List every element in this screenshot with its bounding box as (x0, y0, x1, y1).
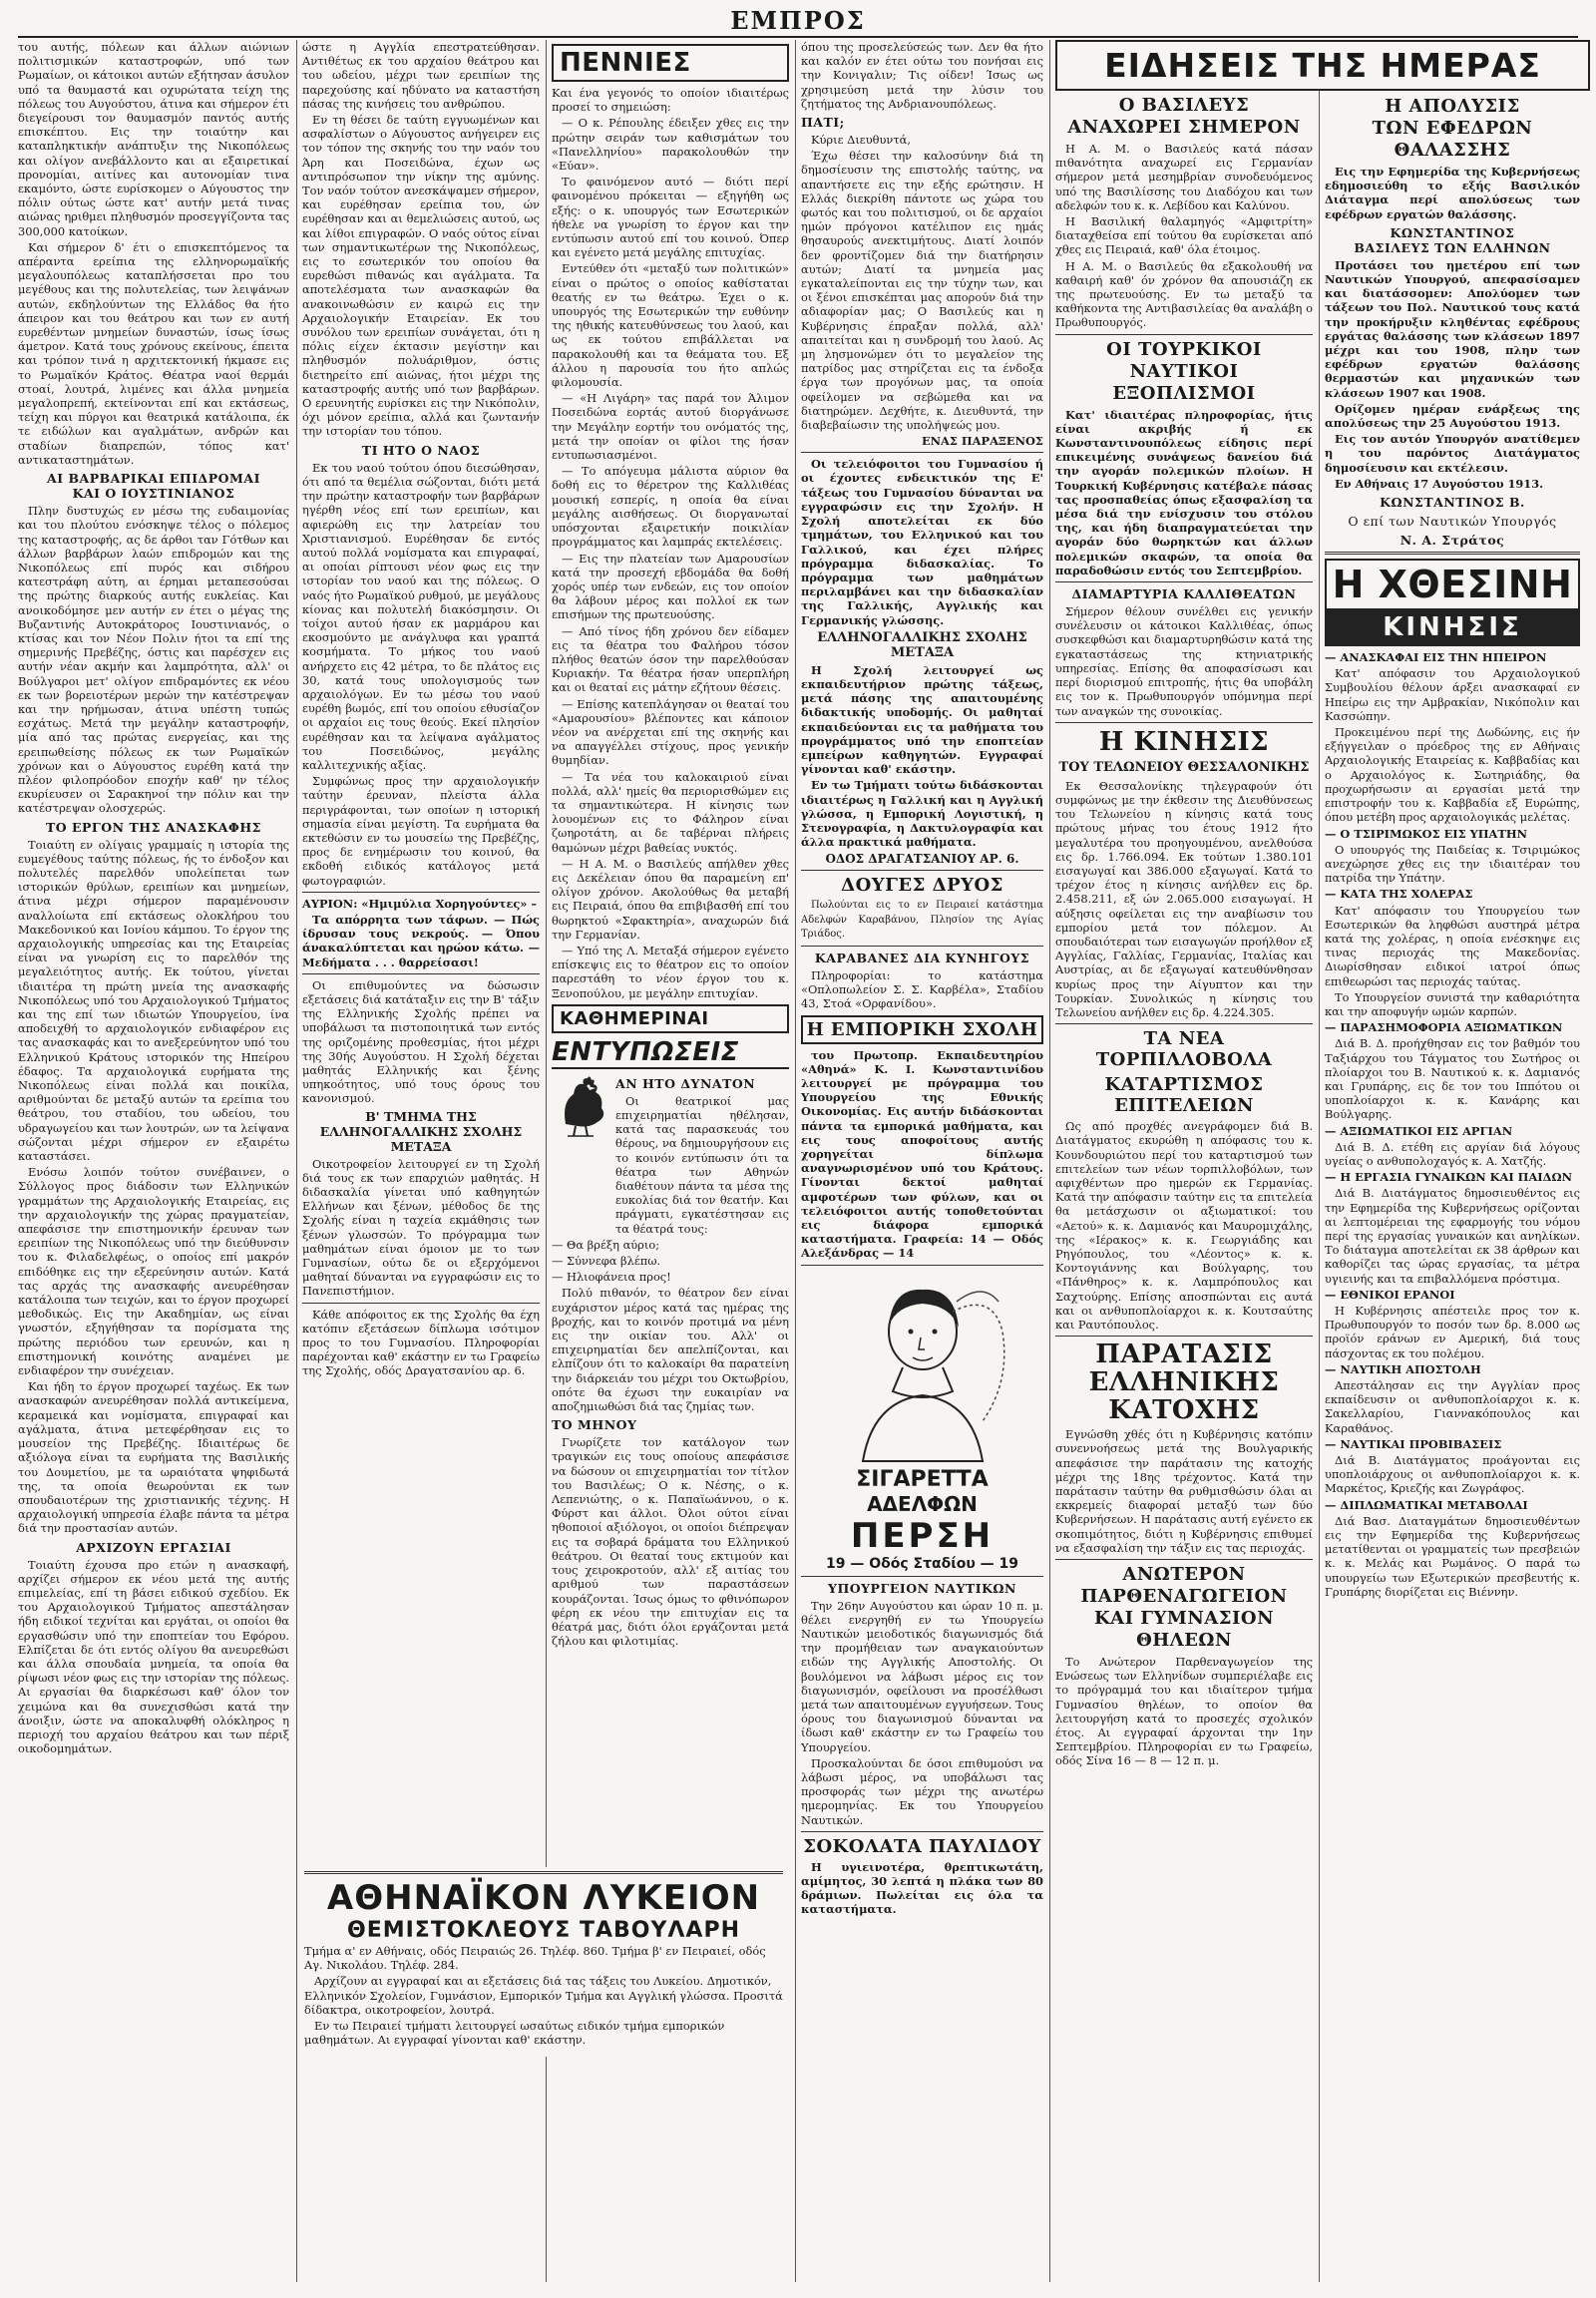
divider (302, 892, 540, 893)
divider (302, 973, 540, 974)
ad-text: Πληροφορίαι: το κατάστημα «Οπλοπωλείον Σ. Σ. Καρβέλα», Σταδίου 43, Στοά «Ορφανίδου». (801, 967, 1043, 1011)
article-text: Διά Β. Δ. ετέθη εις αργίαν διά λόγους υγείας ο ανθυπολοχαγός κ. Α. Χατζής. (1325, 1139, 1580, 1168)
article-text: Κάθε απόφοιτος εκ της Σχολής θα έχη κατόπιν εξετάσεων δίπλωμα ισότιμον προς το του Γυμνασίου. Πληροφορίαι παρέχονται καθ' εκάστην εν τω Γραφείω της Σχολής, οδός Δραγατσανίου αρ. 6. (302, 1307, 540, 1378)
list-item: — Θα βρέξη αύριο; (552, 1237, 660, 1252)
ad-text: Πωλούνται εις το εν Πειραιεί κατάστημα Αδελφών Καραβάνου, Πλησίον της Αγίας Τριάδος. (801, 900, 1043, 940)
article-text: Οικοτροφείον λειτουργεί εν τη Σχολή διά τους εκ των επαρχιών μαθητάς. Η διδασκαλία γίνεται υπό καθηγητών Ελλήνων και ξένων, μέθοδος δε της Σχολής είναι η ταχεία εκμάθησις των ξένων γλωσσών. Το πρόγραμμα των μαθημάτων είναι όμοιον με το των Γυμνασίων, ούτω δε οι εξερχόμενοι μαθηταί δύνανται να εγγραφώσιν εις το Πανεπιστήμιον. (302, 1156, 540, 1299)
column-1 (18, 40, 289, 2282)
article-text: — Επίσης κατεπλάγησαν οι θεαταί του «Αμαρουσίου» βλέποντες και κάποιον νέον να ανέρχεται επί της σκηνής και να απαγγέλλει στίχους, προς γενικήν θυμηδίαν. (552, 696, 789, 768)
article-text: Ως από προχθές ανεγράφομεν διά Β. Διατάγματος εκυρώθη η απόφασις του κ. Κουνδουριώτου περί του καταρτισμού των επιτελείων των νέων τορπιλλοβόλων, των αφιχθέντων προ ημερών εκ Γερμανίας. Κατά την απόφασιν ταύτην εις τα επιτελεία θα μετάσχωσιν οι αξιωματικοί: του «Αετού» κ. κ. Δαμιανός και Μαυρομιχάλης, της «Ιέρακος» κ. κ. Γεωργιάδης και Ρηγόπουλος, του «Λέοντος» κ. κ. Κοντογιάννης και Βούλγαρης, του «Πάνθηρος» κ. κ. Λαμπρόπουλος και Σαχτούρης. Επίσης αποσπώνται εις αυτά και οι ανθυποπλοίαρχοι κ. κ. Κουτσαύτης και Ραυτόπουλος. (1055, 1119, 1313, 1332)
cigarette-ad-top: ΣΙΓΑΡΕΤΤΑ (856, 1466, 989, 1492)
article-text: — Η Α. Μ. ο Βασιλεύς απήλθεν χθες εις Δεκέλειαν όπου θα παραμείνη επ' ολίγον χρόνον. Ακολούθως θα μεταβή εις Πειραιά, όπου θα επιβιβασθή επί του θωρηκτού «Σφακτηρία», αναχωρών διά την Γερμανίαν. (552, 856, 789, 942)
column-4 (801, 40, 1043, 2282)
article-text: Εκ του ναού τούτου όπου διεσώθησαν, ότι από τα θεμέλια σώζονται, διότι μετά την πρώτην καταστροφήν των βαρβάρων ηγέρθη νέος επί των ερειπίων, και αφιερώθη εις την λατρείαν του Χριστιανισμού. Ευρέθησαν δε εντός αυτού πολλά νομίσματα και επιγραφαί, αι οποίαι ρίπτουσι νέον φως εις την ιστορίαν του ναού και της πόλεως. Ο ναός ήτο Ρωμαϊκού ρυθμού, με μεγάλους κίονας και πολυτελή διακόσμησιν. Οι τοίχοι αυτού ήσαν εκ μαρμάρου και εκοσμούντο με ανάγλυφα και γραπτά κοσμήματα. Το μήκος του ναού ανήρχετο εις 42 μέτρα, το δε πλάτος εις 30, κατά τους υπολογισμούς των αρχαιολόγων. Εν τω μέσω του ναού ευρέθη βωμός, επί του οποίου εθυσίαζον οι αρχαίοι εις τους θεούς. Εκεί πλησίον ευρέθησαν και τα λείψανα αγάλματος του Ποσειδώνος, μεγάλης καλλιτεχνικής αξίας. (302, 460, 540, 772)
cigarette-ad-middle: ΑΔΕΛΦΩΝ (867, 1491, 978, 1516)
article-text: Οι επιθυμούντες να δώσωσιν εξετάσεις διά κατάταξιν εις την Β' τάξιν της Ελληνικής Σχολής πρέπει να υποβάλωσι τα πιστοποιητικά των εντός της οριζομένης προθεσμίας, ήτοι μέχρι της 30ής Αυγούστου. Η Σχολή δέχεται μαθητάς Ελληνικής και ξένης υπηκοότητος, υπό τους όρους του κανονισμού. (302, 977, 540, 1106)
article-text: — Ο κ. Ρέπουλης έδειξεν χθες εις την πρώτην σειράν των καθισμάτων του «Πανελληνίου» παρακολουθών την «Εύαν». (552, 116, 789, 174)
article-text: Συμφώνως προς την αρχαιολογικήν ταύτην έρευναν, πλείστα άλλα περιγράφονται, των οποίων η ιστορική σημασία είναι μεγίστη. Τα ευρήματα θα εκτεθώσιν εν τω μουσείω της Πρεβέζης, προς δε ενημέρωσιν του κοινού, θα εκδοθή ειδικός κατάλογος μετά φωτογραφιών. (302, 774, 540, 888)
article-text: Οι τελειόφοιτοι του Γυμνασίου ή οι έχοντες ενδεικτικόν της Ε' τάξεως του Γυμνασίου δύνανται να εγγραφώσιν εις την Σχολήν. Η Σχολή αποτελείται εκ δύο τμημάτων, του Ελληνικού και του Γαλλικού, και έχει πλήρες πρόγραμμα διδασκαλίας. Το πρόγραμμα των μαθημάτων περιλαμβάνει και την διδασκαλίαν της Γαλλικής, Αγγλικής και Γερμανικής γλώσσης. (801, 457, 1043, 627)
letter-signature: ΕΝΑΣ ΠΑΡΑΞΕΝΟΣ (921, 434, 1043, 449)
article-text: ώστε η Αγγλία επεστρατεύθησαν. Αντιθέτως εκ του αρχαίου θεάτρου και του ωδείου, μέχρι των ερειπίων της παρεχούσης καί ηδύνατο να καταστήση πάσας της κινήσεις του ανθρώπου. (302, 40, 540, 111)
column-rule (1049, 40, 1050, 2282)
kathimerinai-heading: ΚΑΘΗΜΕΡΙΝΑΙ (552, 1004, 789, 1033)
news-subheading: — ΑΞΙΩΜΑΤΙΚΟΙ ΕΙΣ ΑΡΓΙΑΝ (1325, 1123, 1513, 1138)
article-text: Και ήδη το έργον προχωρεί ταχέως. Εκ των ανασκαφών ανευρέθησαν πολλά αντικείμενα, κεραμεικά και νομίσματα, επιγραφαί και αγάλματα, άτινα μετεφέρθησαν εις το μουσείον της Πρεβέζης. Ιδιαιτέρως δε αξιόλογα είναι τα ευρήματα της Βασιλικής του Δουμετίου, με τα ωραιότατα ψηφιδωτά της, τα οποία θεωρούνται εκ των σπουδαιοτέρων της χριστιανικής τέχνης. Η αρχαιολογική υπηρεσία έλαβε πάντα τα μέτρα διά την προστασίαν αυτών. (18, 1379, 289, 1536)
ad-text: Η υγιεινοτέρα, θρεπτικωτάτη, αμίμητος, 30 λεπτά η πλάκα των 80 δράμιων. Πωλείται εις όλα τα καταστήματα. (801, 1859, 1043, 1917)
article-text: Εντεύθεν ότι «μεταξύ των πολιτικών» είναι ο πρώτος ο οποίος καθίσταται θεατής εν τω θεάτρω. Έχει ο κ. υπουργός της Εσωτερικών την ευθύνην της ηθικής κατευθύνσεως του λαού, και ως εκ τούτου επιβάλλεται να παρακολουθή και τα θεάματα του. Εξ άλλου η παρουσία του ήτο απλώς φιλομουσία. (552, 261, 789, 390)
article-text: όπου της προσελεύσεώς των. Δεν θα ήτο και καλόν εν έτει ούτω του πονήσαι εις την Κονιγαλιν; Τις οίδεν! Ίσως ως χρησιμεύση μετά την λύσιν του ζητήματος της Ανδριανουπόλεως. (801, 40, 1043, 111)
letter-salutation: Κύριε Διευθυντά, (811, 133, 911, 148)
article-text: Διά Β. Δ. προήχθησαν εις τον βαθμόν του Ταξιάρχου του Τάγματος του Σωτήρος οι πλοίαρχοι του Β. Ναυτικού κ. κ. Δαμιανός και Γρυπάρης, εις δε τον του Ιππότου οι υποπλοίαρχοι κ. κ. Κανάρης και Βούλγαρης. (1325, 1036, 1580, 1122)
divider (302, 1303, 540, 1304)
article-text: Το Ανώτερον Παρθεναγωγείον της Ενώσεως των Ελληνίδων συμπεριέλαβε εις το πρόγραμμά του και ιδιαίτερον τμήμα Γυμνασίου θηλέων, το οποίον θα λειτουργήση κατά το προσεχές σχολικόν έτος. Αι εγγραφαί άρχονται την 1ην Σεπτεμβρίου. Πληροφορίαι εν τω Γραφείω, οδός Σίνα 16 — 8 — 12 π. μ. (1055, 1655, 1313, 1768)
article-text: — Εις την πλατείαν των Αμαρουσίων κατά την προσεχή εβδομάδα θα δοθή χορός υπέρ των ενδεών, εις τον οποίον θα λάβουν μέρος και πολλοί εκ των επισήμων της πρωτευούσης. (552, 551, 789, 622)
column-rule (795, 40, 796, 2282)
movement-heading: ΚΙΝΗΣΙΣ (1325, 608, 1580, 646)
divider (801, 1576, 1043, 1577)
article-text: Το Υπουργείον συνιστά την καθαριότητα και την αποφυγήν ωμών καρπών. (1325, 989, 1580, 1018)
article-text: — Τα νέα του καλοκαιριού είναι πολλά, αλλ' ημείς θα περιορισθώμεν εις τα σημαντικώτερα. Η κίνησις των λουομένων εις το Φάληρον είναι ζωηροτάτη, αι δε ταβέρναι πλήρεις θαμώνων μέχρι βαθείας νυκτός. (552, 769, 789, 855)
ad-title: ΑΥΡΙΟΝ: «Ημιμύλια Χορηγούντες» – (302, 896, 538, 911)
section-heading: ΤΙ ΗΤΟ Ο ΝΑΟΣ (361, 442, 481, 458)
masthead-title: ΕΜΠΡΟΣ (730, 6, 866, 35)
lyceum-subtitle: ΘΕΜΙΣΤΟΚΛΕΟΥΣ ΤΑΒΟΥΛΑΡΗ (347, 1918, 740, 1943)
article-text: Πλην δυστυχώς εν μέσω της ευδαιμονίας και του πλούτου ενόσκηψε τέλος ο πόλεμος της καταστροφής, ας δε άρθοι ταν Γότθων και άλλων βαρβάρων λαών επιδρομών και της Νικοπόλεως επί πυρός και σιδήρου κατεστράφη αύτη, αι έρημαι μεταπεσούσαι της πρώτης διαρκούς αυτής ευκλείας. Και ανοικοδόμησε μεν αυτήν εν έτει ο μέγας της Βυζαντινής Αυτοκράτορος Ιουστινιανός, ο κτίσας και τον Νέον Πολιν ήτοι τα επί της σημερινής Πρεβέζης, όστις και παρέσχεν εις αυτήν νέαν ακμήν και λαμπρότητα, αλλ' οι Βούλγαροι μετ' ολίγον επιδραμόντες εκ νέου εκ των βορειοτέρων μερών την κατέστρεψαν και την ηρήμωσαν, άτινα υπέστη τυπώς εσχάτως. Μετά την μεγάλην καταστροφήν, μία από τας πρώτας ενεργείας, και της ερειπωθείσης πόλεως εκ των Ρωμαϊκών χρόνων και ο Αύγουστος ευρέθη κατά την πλέον φιλοπρόοδον εποχήν καθ' ην τέλος εκυρίευσεν οι Σαρακηνοί την πόλιν και την κατέστρεψαν ολοσχερώς. (18, 504, 289, 816)
address-line: ΟΔΟΣ ΔΡΑΓΑΤΣΑΝΙΟΥ ΑΡ. 6. (825, 852, 1019, 867)
list-item: — Ηλιοφάνεια προς! (552, 1270, 671, 1285)
divider (801, 946, 1043, 947)
column-rule (296, 40, 297, 2282)
column-3 (552, 40, 789, 2053)
cigarette-ad-address: 19 — Οδός Σταδίου — 19 (825, 1555, 1019, 1572)
ad-heading: ΔΟΥΓΕΣ ΔΡΥΟΣ (841, 875, 1003, 897)
decree-king: ΚΩΝΣΤΑΝΤΙΝΟΣ ΒΑΣΙΛΕΥΣ ΤΩΝ ΕΛΛΗΝΩΝ (1354, 224, 1551, 255)
section-heading: Η ΚΙΝΗΣΙΣ (1098, 726, 1270, 757)
article-text: — «Η Λιγάρη» τας παρά τον Άλιμον Ποσειδώνα εορτάς αυτού διοργάνωσε την Μεγάλην εορτήν του ονόματός της, μετά την οποίαν οι φίλοι της ήσαν εντυπωσιασμένοι. (552, 391, 789, 463)
article-text: Γνωρίζετε τον κατάλογον των τραγικών εις τους οποίους απεφάσισε να δώσουν οι επιχειρηματίαι τον τίτλον του Βασιλέως; Ο κ. Νέσης, ο κ. Λεπενιώτης, ο κ. Παπαϊωάννου, ο κ. Φύρστ και άλλοι. Όλοι ούτοι είναι ηθοποιοί αξιόλογοι, οι οποίοι διέπρεψαν εις τα σοβαρά δράματα του Ελληνικού θεάτρου. Οι θεαταί τους εκτιμούν και τους χειροκροτούν, αλλ' εξ αιτίας του αριθμού των παραστάσεων κουράζονται. Ίσως όμως το φθινόπωρον φέρη εκ νέου την επιτυχίαν εις τα θέατρά μας, διότι όλοι εργάζονται μετά ζήλου και φιλοτιμίας. (552, 1435, 789, 1649)
lyceum-advertisement (304, 1867, 783, 2057)
decree-minister-name: Ν. Α. Στράτος (1399, 533, 1505, 549)
article-text: Η Σχολή λειτουργεί ως εκπαιδευτήριον πρώτης τάξεως, μετά πάσης της απαιτουμένης διδακτικής υποδομής. Οι μαθηταί εκπαιδεύονται εις τα μαθήματα του προγράμματος υπό την εποπτείαν εμπείρων καθηγητών. Εγγραφαί γίνονται καθ' εκάστην. (801, 662, 1043, 777)
article-text: Πολύ πιθανόν, το θέατρον δεν είναι ευχάριστον μέρος κατά τας ημέρας της βροχής, και το κοινόν προτιμά να μένη εις την οικίαν του. Αλλ' οι επιχειρηματίαι δεν απελπίζονται, και ελπίζουν ότι το καλοκαίρι θα παρατείνη την διάρκειάν του μέχρι του Οκτωβρίου, οπότε θα έχωσι την ευκαιρίαν να αποζημιωθώσι διά τας ζημίας των. (552, 1286, 789, 1414)
school-title: ΕΛΛΗΝΟΓΑΛΛΙΚΗΣ ΣΧΟΛΗΣ ΜΕΤΑΞΑ (817, 629, 1027, 660)
article-text: Η Α. Μ. ο Βασιλεύς κατά πάσαν πιθανότητα αναχωρεί εις Γερμανίαν σήμερον μετά μεσημβρίαν συνοδευόμενος υπό της Βασιλίσσης του Διαδόχου και των αδελφών του κ. κ. Λεβίδου και Καλύνου. (1055, 142, 1313, 212)
letter-heading: ΠΑΤΙ; (801, 115, 845, 131)
article-text: Το φαινόμενον αυτό — διότι περί φαινομένου πρόκειται — εξηγήθη ως εξής: ο κ. υπουργός των Εσωτερικών ήθελε να γνωρίση το έργον και την εντύπωσιν αυτού επί του κοινού. Όπερ και εγένετο μετά μεγάλης επιτυχίας. (552, 175, 789, 260)
article-text: Εγνώσθη χθές ότι η Κυβέρνησις κατόπιν συνεννοήσεως μετά της Βουλγαρικής απεφάσισε την παράτασιν της κατοχής μέχρι της 18ης τρέχοντος. Κατά την παράτασιν ταύτην θα ρυθμισθώσιν όλαι αι εκκρεμείς διαφοραί μεταξύ των δύο Κυβερνήσεων. Η παράτασις αυτή εγένετο εκ σκοπιμότητος, διότι η Κυβέρνησις επιθυμεί να εξασφαλίση την τάξιν εις τας περιοχάς. (1055, 1427, 1313, 1555)
article-text: Κατ' ιδιαιτέρας πληροφορίας, ήτις είναι ακριβής ή εκ Κωνσταντινουπόλεως είδησις περί επικειμένης συνάψεως δανείου διά την αγοράν πολεμικών πλοίων. Η Τουρκική Κυβέρνησις κατέβαλε πάσας τας προσπαθείας όπως εξασφαλίση τα μέσα διά την ενίσχυσιν του στόλου της, και ήδη διαπραγματεύεται την αγοράν δύο θωρηκτών και άλλων πολεμικών σκαφών, τα οποία θα παραδοθώσιν εντός του Σεπτεμβρίου. (1055, 407, 1313, 577)
article-text: Και ένα γεγονός το οποίον ιδιαιτέρως προσεί το σημειώση: (552, 86, 789, 115)
divider (1055, 1023, 1313, 1024)
section-heading: ΔΙΑΜΑΡΤΥΡΙΑ ΚΑΛΛΙΘΕΑΤΩΝ (1071, 586, 1297, 602)
article-text: Εν Αθήναις 17 Αυγούστου 1913. (1335, 476, 1544, 491)
article-text: Η Βασιλική θαλαμηγός «Αμφιτρίτη» διαταχθείσα επί τούτου θα ευρίσκεται από χθες εις Πειραιά, καθ' όλα έτοιμος. (1055, 214, 1313, 257)
article-text: Διά Β. Διατάγματος προάγονται εις υποπλοιάρχους οι ανθυποπλοίαρχοι κ. κ. Μαρκέτος, Κριεζής και Ζωγράφος. (1325, 1453, 1580, 1496)
news-of-the-day-banner: ΕΙΔΗΣΕΙΣ ΤΗΣ ΗΜΕΡΑΣ (1055, 40, 1590, 91)
lyceum-text: Τμήμα α' εν Αθήναις, οδός Πειραιώς 26. Τηλέφ. 860. Τμήμα β' εν Πειραιεί, οδός Αγ. Νικολάου. Τηλέφ. 284. (304, 1944, 766, 1973)
news-subheading: — ΝΑΥΤΙΚΗ ΑΠΟΣΤΟΛΗ (1325, 1361, 1481, 1376)
column-rule (1319, 40, 1320, 2282)
article-text: Εν τη θέσει δε ταύτη εγγυωμένων και ασφαλίστων ο Αύγουστος ανήγειρεν εις τον τόπον της σκηνής του την ναόν του Άρη και Ποσειδώνα, έχων ως αντιπρόσωπον την νίκην της αμύνης. Τον ναόν τούτον ανεσκάψαμεν σήμερον, και ευρέθησαν ερείπια του, ών ευρέθησαν και αι θεμελιώσεις αυτού, ως και λίθοι επιγραφών. Ο ναός ούτος είναι των σημαντικωτέρων της Νικοπόλεως, εις το εσωτερικόν του οποίου θα ευρεθώσι πιθανώς και αγάλματα. Τα αποτελέσματα των ανασκαφών θα ανακοινωθώσιν εν καιρώ εις την Αρχαιολογικήν Εταιρείαν. Εκ του συνόλου των ερειπίων συνάγεται, ότι η πόλις είχεν έκτασιν μεγίστην και πληθυσμόν πολυάριθμον, όστις διετηρείτο επί αιώνας, ήτοι μέχρι της καταστροφής αυτής υπό των βαρβάρων. Ο ερευνητής ευρίσκει εις την Νικόπολιν, όχι μόνον ερείπια, αλλά και ζωντανήν την ιστορίαν του τόπου. (302, 113, 540, 439)
list-item: — Σύννεφα βλέπω. (552, 1254, 661, 1269)
article-text: Κατ' απόφασιν του Αρχαιολογικού Συμβουλίου θέλουν άρξει ανασκαφαί εν Ηπείρω εις την Αμβρακίαν, Νικόπολιν και Κασσώπην. (1325, 666, 1580, 723)
article-text: Έχω θέσει την καλοσύνην διά τη δημοσίευσιν της επιστολής ταύτης, να απαντήσετε εις την εξής ερώτησιν. Η Ελλάς διεκρίθη πάντοτε ως χώρα του φωτός και του πολιτισμού, οι δε αρχαίοι ημών πρόγονοι κατέλιπον εις ημάς θησαυρούς ανεκτιμήτους. Διατί λοιπόν δεν φροντίζομεν διά την διατήρησιν αυτών; Διατί τα μνημεία μας εγκαταλείπονται εις την τύχην των, και οι ξένοι επισκέπται μας απορούν διά την αδιαφορίαν μας; Ο Βασιλεύς και η Κυβέρνησις έπραξαν πολλά, αλλ' απαιτείται και η συνδρομή του λαού. Ας μη λησμονώμεν ότι το μεγαλείον της πατρίδος μας στηρίζεται εις τα ένδοξα έργα των προγόνων μας, τα οποία οφείλομεν να σεβώμεθα και να διατηρώμεν. Δεχθήτε, κ. Διευθυντά, την διαβεβαίωσιν της υπολήψεώς μου. (801, 149, 1043, 433)
article-text: Τοιαύτη έχουσα προ ετών η ανασκαφή, αρχίζει σήμερον εκ νέου μετά της αυτής επιμελείας, επί τη βάσει ειδικού σχεδίου. Εκ του Αρχαιολογικού Τμήματος απεστάλησαν ήδη ειδικοί τεχνίται και εργάται, οι οποίοι θα εργασθώσιν υπό την εποπτείαν του Εφόρου. Ελπίζεται δε ότι εντός ολίγου θα ανευρεθώσι και άλλα σπουδαία μνημεία, τα οποία θα ρίψωσι νέον φως εις την ιστορίαν της πόλεως. Αι εργασίαι θα διαρκέσωσι καθ' όλον τον χειμώνα και θα συνεχισθώσι κατά την άνοιξιν, ώστε να αποκαλυφθή ολόκληρος η περιοχή του αρχαίου θεάτρου και των πέριξ οικοδομημάτων. (18, 1557, 289, 1756)
divider (801, 1265, 1043, 1266)
column-6 (1325, 92, 1580, 2282)
lyceum-text: Αρχίζουν αι εγγραφαί και αι εξετάσεις διά τας τάξεις του Λυκείου. Δημοτικόν, Ελληνικόν Σχολείον, Γυμνάσιον, Εμπορικόν Τμήμα και Αγγλική γλώσσα. Προσιτά δίδακτρα, οικοτροφείον, λουτρά. (304, 1974, 783, 2017)
cigarette-ad-brand: ΠΕΡΣΗ (850, 1515, 995, 1556)
section-heading: ΟΙ ΤΟΥΡΚΙΚΟΙ ΝΑΥΤΙΚΟΙ ΕΞΟΠΛΙΣΜΟΙ (1106, 338, 1262, 404)
divider (1055, 334, 1313, 335)
section-heading: ΑΝ ΗΤΟ ΔΥΝΑΤΟΝ (615, 1075, 756, 1091)
section-heading: ΑΡΧΙΖΟΥΝ ΕΡΓΑΣΙΑΙ (76, 1539, 231, 1555)
ad-text: Τα απόρρητα των τάφων. — Πώς ίδρυσαν τους νεκρούς. — Όπου άνακαλύπτεται και ηρώον κάτω. — Μεδήματα . . . θαρρείσασι! (302, 912, 540, 969)
news-subheading: — ΑΝΑΣΚΑΦΑΙ ΕΙΣ ΤΗΝ ΗΠΕΙΡΟΝ (1325, 650, 1547, 665)
article-text: Απεστάλησαν εις την Αγγλίαν προς εκπαίδευσιν οι ανθυποπλοίαρχοι κ. κ. Σακελλαρίου, Γιαννακόπουλος και Καραθάνος. (1325, 1378, 1580, 1435)
entyposeis-heading: ΕΝΤΥΠΩΣΕΙΣ (552, 1037, 789, 1069)
section-heading: Ο ΒΑΣΙΛΕΥΣ ΑΝΑΧΩΡΕΙ ΣΗΜΕΡΟΝ (1067, 95, 1301, 138)
decree-signature: ΚΩΝΣΤΑΝΤΙΝΟΣ Β. (1380, 495, 1525, 511)
article-text: Εις τον αυτόν Υπουργόν ανατίθεμεν η του παρόντος Διατάγματος δημοσίευσιν και εκτέλεσιν. (1325, 432, 1580, 475)
ad-heading: Η ΕΜΠΟΡΙΚΗ ΣΧΟΛΗ (801, 1015, 1043, 1044)
divider (1055, 1559, 1313, 1560)
article-text: Κατ' απόφασιν του Υπουργείου των Εσωτερικών θα ληφθώσι αυστηρά μέτρα κατά της χολέρας, η οποία ενέσκηψε εις τινας περιοχάς της Μακεδονίας. Διωρίσθησαν ειδικοί ιατροί όπως επιθεωρώσι τας περιοχάς ταύτας. (1325, 903, 1580, 988)
section-heading: ΠΑΡΑΤΑΣΙΣ ΕΛΛΗΝΙΚΗΣ ΚΑΤΟΧΗΣ (1088, 1340, 1280, 1426)
article-text: Ο υπουργός της Παιδείας κ. Τσιριμώκος ανεχώρησε χθες εις την ιδιαιτέραν του πατρίδα την Υπάτην. (1325, 842, 1580, 886)
section-heading: ΤΟ ΕΡΓΟΝ ΤΗΣ ΑΝΑΣΚΑΦΗΣ (45, 819, 262, 835)
school-title: Β' ΤΜΗΜΑ ΤΗΣ ΕΛΛΗΝΟΓΑΛΛΙΚΗΣ ΣΧΟΛΗΣ ΜΕΤΑΞΑ (319, 1108, 523, 1154)
article-text: Προκειμένου περί της Δωδώνης, εις ήν εξήγγειλαν ο πρόεδρος της εν Αθήναις Αρχαιολογικής Εταιρείας κ. Καββαδίας και ο Αρχαιολόγος κ. Σωτηριάδης, θα προχωρήσωσιν αι εργασίαι μετά την επιστροφήν του κ. Καββαδία εξ Ευρώπης, όπου μετέβη προς αρχαιολογικάς μελέτας. (1325, 725, 1580, 825)
decree-minister-title: Ο επί των Ναυτικών Υπουργός (1348, 514, 1557, 530)
article-text: Προτάσει του ημετέρου επί των Ναυτικών Υπουργού, απεφασίσαμεν και διατάσσομεν: Απολύομεν των τάξεων του Πολ. Ναυτικού τους κατά την προκήρυξιν κληθέντας εφέδρους εργάτας θαλάσσης των κλάσεων 1897 μέχρι και του 1908, πλην των εφέδρων εργατών θαλάσσης θερμαστών και μηχανικών των κλάσεων 1907 και 1908. (1325, 257, 1580, 400)
news-subheading: — Η ΕΡΓΑΣΙΑ ΓΥΝΑΙΚΩΝ ΚΑΙ ΠΑΙΔΩΝ (1325, 1170, 1572, 1185)
section-heading: ΑΙ ΒΑΡΒΑΡΙΚΑΙ ΕΠΙΔΡΟΜΑΙ ΚΑΙ Ο ΙΟΥΣΤΙΝΙΑΝΟΣ (47, 471, 260, 502)
ad-heading: ΣΟΚΟΛΑΤΑ ΠΑΥΛΙΔΟΥ (803, 1835, 1041, 1857)
article-text: Η Κυβέρνησις απέστειλε προς τον κ. Πρωθυπουργόν το ποσόν των δρ. 8.000 ως προϊόν εράνων εν Αμερική, διά τους πάσχοντας εκ του πολέμου. (1325, 1304, 1580, 1360)
lyceum-title: ΑΘΗΝΑΪΚΟΝ ΛΥΚΕΙΟΝ (326, 1878, 761, 1918)
divider (1055, 581, 1313, 582)
divider (1055, 1336, 1313, 1337)
article-text: Προσκαλούνται δε όσοι επιθυμούσι να λάβωσι μέρος, να υποβάλωσι τας προσφοράς των μέχρι της ανωτέρω ημερομηνίας. Εκ του Υπουργείου Ναυτικών. (801, 1755, 1043, 1827)
article-text: Οι θεατρικοί μας επιχειρηματίαι ηθέλησαν, κατά τας παρασκευάς του θέρους, να δημιουργήσουν εις το κοινόν εντύπωσιν ότι τα θέατρα των Αθηνών διαθέτουν πάντα τα μέσα της ευκολίας διά τον θεατήν. Και πράγματι, εγκατέστησαν εις τα θέατρά τους: (615, 1093, 789, 1236)
news-subheading: — ΠΑΡΑΣΗΜΟΦΟΡΙΑ ΑΞΙΩΜΑΤΙΚΩΝ (1325, 1020, 1563, 1035)
section-subheading: ΤΟΥ ΤΕΛΩΝΕΙΟΥ ΘΕΣΣΑΛΟΝΙΚΗΣ (1058, 759, 1310, 775)
news-subheading: — ΝΑΥΤΙΚΑΙ ΠΡΟΒΙΒΑΣΕΙΣ (1325, 1436, 1502, 1451)
divider (801, 1831, 1043, 1832)
article-text: του αυτής, πόλεων και άλλων αιώνιων πολιτισμικών καταστροφών, υπό των Ρωμαίων, οι κάτοικοι αυτών εξήτησαν άσυλον υπό τα θαυμαστά και οχυρώτατα τείχη της πόλεως του Αυγούστου, άτινα και σήμερον έτι διεγείρουσι τον θαυμασμόν παντός αυτής επισκέπτου. Εις την τοιαύτην και καταπληκτικήν ανάπτυξιν της Νικοπόλεως και ολίγον ανεβάλλοντο και αι εξαιρετικαί προνομίαι, αιτίνες και αυτονομίαν τινα εκαμόντο, ώστε ευρίσκομεν ο Αύγουστος την πόλιν ούτως ώστε κατ' αυτήν μετά τινας αιώνας ηριθμει πληθυσμόν προσεγγίζοντα τας 300,000 κατοίκων. (18, 40, 289, 238)
divider (801, 452, 1043, 453)
article-text: Σήμερον θέλουν συνέλθει εις γενικήν συνέλευσιν οι κάτοικοι Καλλιθέας, όπως συσκεφθώσι και διαμαρτυρηθώσιν κατά της εγκαταστάσεως της κτηνιατρικής υπηρεσίας. Επίσης θα αποφασίσωσι και περί διορισμού επιτροπής, ήτις θα υποβάλη εις τον κ. Πρωθυπουργόν υπόμνημα περί των αναγκών της συνοικίας. (1055, 604, 1313, 718)
divider (1325, 552, 1580, 555)
news-subheading: — ΕΘΝΙΚΟΙ ΕΡΑΝΟΙ (1325, 1287, 1455, 1302)
section-subheading: ΚΑΤΑΡΤΙΣΜΟΣ ΕΠΙΤΕΛΕΙΩΝ (1104, 1074, 1264, 1117)
news-subheading: — ΔΙΠΛΩΜΑΤΙΚΑΙ ΜΕΤΑΒΟΛΑΙ (1325, 1497, 1528, 1512)
divider (801, 870, 1043, 871)
article-text: Την 26ην Αυγούστου και ώραν 10 π. μ. θέλει ενεργηθή εν τω Υπουργείω Ναυτικών μειοδοτικός διαγωνισμός διά την προμήθειαν των αναγκαιούντων ειδών της Αγγλικής Αποστολής. Οι βουλόμενοι να λάβωσι μέρος εις τον διαγωνισμόν, οφείλουσι να προσέλθωσι μετά των απαιτουμένων εγγυήσεων. Τους όρους του διαγωνισμού δύνανται να ίδωσι καθ' εκάστην εν τω Γραφείω του Υπουργείου. (801, 1598, 1043, 1754)
rooster-row (552, 1072, 789, 1238)
news-subheading: — ΚΑΤΑ ΤΗΣ ΧΟΛΕΡΑΣ (1325, 887, 1473, 902)
article-text: Εις την Εφημερίδα της Κυβερνήσεως εδημοσιεύθη το εξής Βασιλικόν Διάταγμα περί απολύσεως των εφέδρων εργατών θαλάσσης. (1325, 165, 1580, 221)
article-text: — Υπό της Λ. Μεταξά σήμερον εγένετο επίσκεψις εις το θέατρον εις το οποίον παρεστάθη το νέον έργον του κ. Ξενοπούλου, με μεγάλην επιτυχίαν. (552, 943, 789, 1000)
ad-text: του Πρωτοπρ. Εκπαιδευτηρίου «Αθηνά» Κ. Ι. Κωνσταντινίδου λειτουργεί με πρόγραμμα του Υπουργείου της Εθνικής Οικονομίας. Εις αυτήν διδάσκονται πάντα τα εμπορικά μαθήματα, και εις τους αποφοίτους αυτής χορηγείται δίπλωμα αναγνωρισμένον υπό του Κράτους. Γίνονται δεκτοί μαθηταί αμφοτέρων των φύλων, και οι τελειόφοιτοι αυτής τοποθετούνται εις διάφορα εμπορικά καταστήματα. Γραφεία: 14 — Οδός Αλεξάνδρας — 14 (801, 1047, 1043, 1261)
article-text: Εκ Θεσσαλονίκης τηλεγραφούν ότι συμφώνως με την έκθεσιν της Διευθύνσεως του Τελωνείου η κίνησις κατά τους πρώτους μήνας του έτους 1912 ήτο μεγαλυτέρα του προηγουμένου, ανελθούσα εις δρ. 1.766.094. Εκ τούτων 1.380.101 εισαγωγαί και 386.000 εξαγωγαί. Κατά το τρέχον έτος η κίνησις ανήλθεν εις δρ. 2.458.211, εξ ών 2.065.000 εισαγωγαί. Η αύξησις οφείλεται εις την αναβίωσιν του εμπορίου μετά τον πόλεμον. Αι σπουδαιότεραι των εισαγωγών προήλθον εξ Αγγλίας, Γαλλίας, Γερμανίας, Ιταλίας και Αυστρίας, αι δε εξαγωγαί κατευθύνθησαν κυρίως προς την Αίγυπτον και την Τουρκίαν. Συνολικώς η κίνησις του Τελωνείου ανήλθεν εις δρ. 4.224.305. (1055, 778, 1313, 1019)
lyceum-text: Εν τω Πειραιεί τμήματι λειτουργεί ωσαύτως ειδικόν τμήμα εμπορικών μαθημάτων. Αι εγγραφαί γίνονται καθ' εκάστην. (304, 2019, 725, 2048)
section-heading: ΤΑ ΝΕΑ ΤΟΡΠΙΛΛΟΒΟΛΑ (1095, 1028, 1273, 1071)
section-heading: ΥΠΟΥΡΓΕΙΟΝ ΝΑΥΤΙΚΩΝ (828, 1580, 1016, 1596)
section-heading: ΑΝΩΤΕΡΟΝ ΠΑΡΘΕΝΑΓΩΓΕΙΟΝ ΚΑΙ ΓΥΜΝΑΣΙΟΝ ΘΗΛΕΩΝ (1080, 1564, 1288, 1652)
article-text: Ορίζομεν ημέραν ενάρξεως της απολύσεως την 25 Αυγούστου 1913. (1325, 401, 1580, 431)
rooster-icon (552, 1072, 611, 1138)
divider (304, 1871, 783, 1874)
news-subheading: — Ο ΤΣΙΡΙΜΩΚΟΣ ΕΙΣ ΥΠΑΤΗΝ (1325, 826, 1527, 841)
article-text: — Το απόγευμα μάλιστα αύριον θα δοθή εις το θέρετρον της Καλλιθέας μουσική εσπερίς, η οποία θα είναι μεγάλης αισθήσεως. Οι διοργανωταί υπόσχονται εξαιρετικήν ποικιλίαν προγράμματος και λαμπράς εκτελέσεις. (552, 464, 789, 550)
pennies-heading: ΠΕΝΝΙΕΣ (552, 44, 789, 82)
woman-portrait-illustration (823, 1272, 1022, 1461)
article-text: Τοιαύτη εν ολίγαις γραμμαίς η ιστορία της ευμεγέθους ταύτης πόλεως, ής το ένδοξον και πολυτελές παρελθόν υπολείπεται των ιστορικών θρύλων, ερειπίων και μνημείων, άτινα μέχρι σήμερον παραμένουσιν αναλλοίωτα επί εκτάσεως ολοκλήρου του Μακεδονικού και Ιονίου κάμπου. Το έργον της αρχαιολογικής υπηρεσίας και της Εταιρείας είναι να γνωρίση εις το παρελθόν της μεγαλειότητος αυτής. Εκ τούτου, γίνεται ιδιαιτέρα τη πρώτη μνεία της ανασκαφής Νικοπόλεως υπό του Αρχαιολογικού Τμήματος και της επί των ιδιωτών Υπουργείου, ίνα αποδειχθή το αρχαιολογικόν ενδιαφέρον εις τας ανασκαφάς και το ανεξερεύνητον υπό του Ελληνικού Κράτους ιστορικόν της Ηπείρου έδαφος. Τα αρχαιολογικά ευρήματα της Νικοπόλεως είναι πολλά και ποικίλα, αριθμούνται δε μεταξύ αυτών τα ερείπια του θεάτρου, του σταδίου, του ωδείου, του υδραγωγείου και των λουτρών, ων τα λείψανα σώζονται μέχρι σήμερον εν εξαιρέτω καταστάσει. (18, 837, 289, 1164)
article-text: Και σήμερον δ' έτι ο επισκεπτόμενος τα απέραντα ερείπια της ελληνορωμαϊκής μεγαλουπόλεως καταπλήσσεται προ του μεγέθους και της πολυτελείας, των λειψάνων αυτών, εκδηλούντων της Ελλάδος θα ήτο άπειρον και του θεάτρου και των εν αυτή ευρεθέντων μνημείων δυναστών, ίσως ίσως άμετρον. Κατά τους χρόνους εκείνους, έπειτα και τρόπον τινά η αρχιτεκτονική ήκμασε εις το Ρωμαϊκόν Κράτος. Θέατρα ναοί θερμάι στοαί, λουτρά, λιμένες και άλλα μνημεία μεγαλοπρεπή, εκτείνονται επί και εκτάσεως, τείχη και πύργοι και θεατρικά κατάλοιπα, έκ τε ειδώλων και αγαλμάτων, ανδρών και σταδίων διαπρεπών, τόπος κατ' αντικαταστημάτων. (18, 239, 289, 467)
article-text: Εν τω Τμήματι τούτω διδάσκονται ιδιαιτέρως η Γαλλική και η Αγγλική γλώσσα, η Εμπορική Λογιστική, η Στενογραφία, η Δακτυλογραφία και άλλα πρακτικά μαθήματα. (801, 778, 1043, 850)
section-heading: ΤΟ ΜΗΝΟΥ (552, 1417, 637, 1433)
article-text: Ενόσω λοιπόν τούτον συνέβαινεν, ο Σύλλογος προς διάδοσιν των Ελληνικών γραμμάτων της Αρχαιολογικής Εταιρείας, εις την αρχαιολογικήν της χώρας πραγματείαν, απεφάσισε την επιστημονικήν έρευναν των ερειπίων της Νικοπόλεως υπό την διεύθυνσιν του κ. Φιλαδελφέως, ο οποίος επί μακρόν επιδόθηκε εις την εξερεύνησιν αυτών. Κατά τας αρχάς της ανασκαφής ανευρέθησαν κατάλοιπα των τειχών, και το έργον προχωρεί μεθοδικώς. Εις την Ακαδημίαν, ως είναι γνωστόν, εξηγήθησαν τα πορίσματα της πρώτης περιόδου των ερευνών, και η επιστημονική κοινότης αναμένει με ενδιαφέρον την συνέχειαν. (18, 1165, 289, 1378)
ad-heading: ΚΑΡΑΒΑΝΕΣ ΔΙΑ ΚΥΝΗΓΟΥΣ (814, 950, 1030, 965)
article-text: Διά Βασ. Διαταγμάτων δημοσιευθέντων εις την Εφημερίδα της Κυβερνήσεως μετατίθενται οι γραμματείς των πρεσβειών κ. κ. Μελάς και Ρωμάνος. Ο παρά τω υπουργείω των Εξωτερικών πρεσβευτής κ. Γρυπάρης διορίζεται εις Βιέννην. (1325, 1513, 1580, 1599)
masthead-rule (18, 36, 1578, 38)
section-heading: Η ΑΠΟΛΥΣΙΣ ΤΩΝ ΕΦΕΔΡΩΝ ΘΑΛΑΣΣΗΣ (1372, 96, 1533, 161)
article-text: Διά Β. Διατάγματος δημοσιευθέντος εις την Εφημερίδα της Κυβερνήσεως ορίζονται αι λεπτομέρειαι της εφαρμογής του νόμου περί της εργασίας γυναικών και ανηλίκων. Το διάταγμα αποτελείται εκ 38 άρθρων και καθορίζει τας ώρας εργασίας, τα μέτρα υγιεινής και τα επιβαλλόμενα πρόστιμα. (1325, 1186, 1580, 1286)
article-text: — Από τίνος ήδη χρόνου δεν είδαμεν εις τα θέατρα του Φαλήρου τόσον πλήθος θεατών όσον την παρελθούσαν Κυριακήν. Τα θέατρα ήσαν υπερπλήρη και οι θεαταί εις μάτην εζήτουν θέσεις. (552, 623, 789, 695)
yesterday-heading: Η ΧΘΕΣΙΝΗ (1325, 559, 1580, 608)
column-2 (302, 40, 540, 2053)
divider (1055, 722, 1313, 723)
article-text: Η Α. Μ. ο Βασιλεύς θα εξακολουθή να καθαιρή καθ' όν χρόνον θα απουσιάζη εκ της πρωτευούσης. Εν τω μεταξύ τα καθήκοντα της Αντιβασιλείας θα αναλάβη ο Πρωθυπουργός. (1055, 258, 1313, 330)
